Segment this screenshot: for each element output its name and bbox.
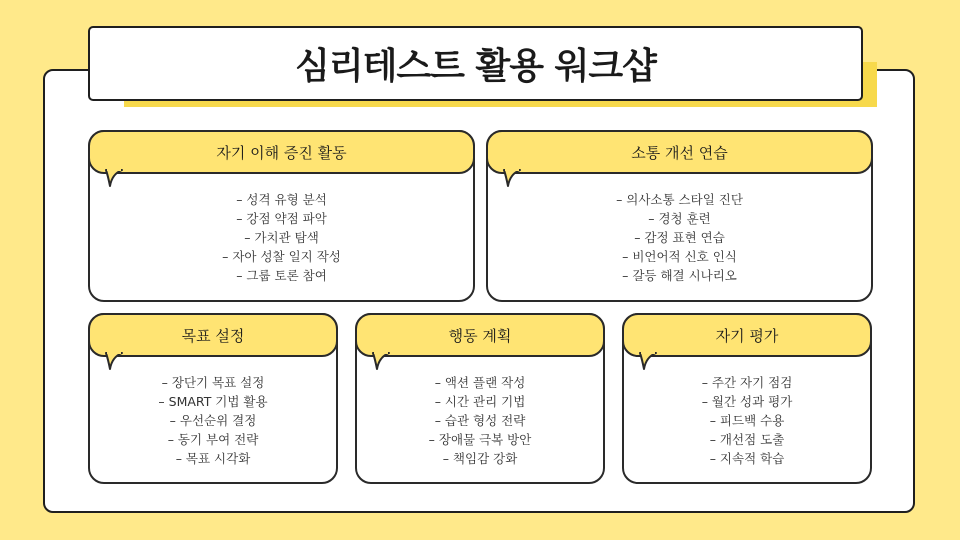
list-item: – 월간 성과 평가 bbox=[701, 394, 793, 409]
list-item: – 습관 형성 전략 bbox=[434, 413, 526, 428]
card-list bbox=[624, 373, 870, 468]
list-item: – 감정 표현 연습 bbox=[634, 230, 725, 245]
list-item: – 액션 플랜 작성 bbox=[434, 375, 526, 390]
list-item: – SMART 기법 활용 bbox=[158, 394, 268, 409]
list-item: – 목표 시각화 bbox=[175, 451, 251, 466]
list-item: – 자아 성찰 일지 작성 bbox=[222, 249, 341, 264]
card-self-understanding bbox=[88, 130, 475, 302]
card-list bbox=[90, 190, 473, 285]
card-heading: 행동 계획 bbox=[355, 313, 605, 357]
card-self-evaluation bbox=[622, 313, 872, 484]
list-item: – 피드백 수용 bbox=[709, 413, 785, 428]
card-heading: 목표 설정 bbox=[88, 313, 338, 357]
list-item: – 가치관 탐색 bbox=[244, 230, 319, 245]
list-item: – 시간 관리 기법 bbox=[434, 394, 526, 409]
card-list bbox=[488, 190, 871, 285]
title-box bbox=[88, 26, 863, 101]
list-item: – 갈등 해결 시나리오 bbox=[622, 268, 737, 283]
page-title: 심리테스트 활용 워크샵 bbox=[295, 46, 656, 87]
card-goal-setting bbox=[88, 313, 338, 484]
list-item: – 주간 자기 점검 bbox=[701, 375, 793, 390]
card-action-plan bbox=[355, 313, 605, 484]
list-item: – 강점 약점 파악 bbox=[236, 211, 327, 226]
list-item: – 지속적 학습 bbox=[709, 451, 785, 466]
list-item: – 책임감 강화 bbox=[442, 451, 518, 466]
list-item: – 경청 훈련 bbox=[648, 211, 711, 226]
list-item: – 우선순위 결정 bbox=[169, 413, 257, 428]
list-item: – 의사소통 스타일 진단 bbox=[616, 192, 743, 207]
card-list bbox=[90, 373, 336, 468]
list-item: – 장단기 목표 설정 bbox=[161, 375, 265, 390]
speech-tail-icon bbox=[638, 353, 656, 371]
speech-tail-icon bbox=[104, 353, 122, 371]
list-item: – 성격 유형 분석 bbox=[236, 192, 327, 207]
speech-tail-icon bbox=[371, 353, 389, 371]
card-list bbox=[357, 373, 603, 468]
card-communication bbox=[486, 130, 873, 302]
list-item: – 동기 부여 전략 bbox=[167, 432, 259, 447]
list-item: – 비언어적 신호 인식 bbox=[622, 249, 737, 264]
card-heading: 자기 이해 증진 활동 bbox=[88, 130, 475, 174]
list-item: – 장애물 극복 방안 bbox=[428, 432, 532, 447]
card-heading: 자기 평가 bbox=[622, 313, 872, 357]
list-item: – 그룹 토론 참여 bbox=[236, 268, 327, 283]
speech-tail-icon bbox=[502, 170, 520, 188]
card-heading: 소통 개선 연습 bbox=[486, 130, 873, 174]
speech-tail-icon bbox=[104, 170, 122, 188]
list-item: – 개선점 도출 bbox=[709, 432, 785, 447]
